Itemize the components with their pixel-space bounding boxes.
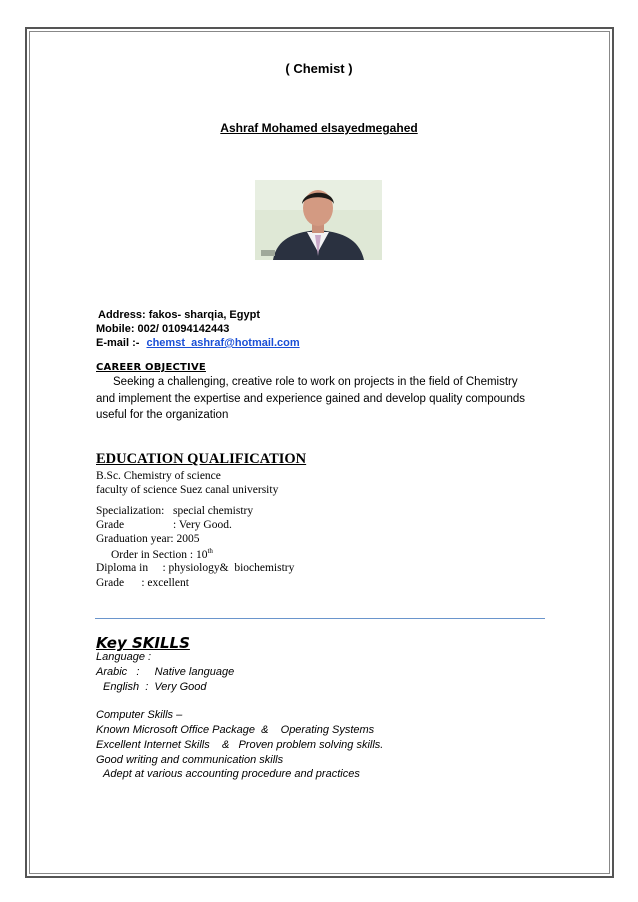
education-heading: EDUCATION QUALIFICATION: [96, 451, 307, 467]
skills-line: Known Microsoft Office Package & Operating Systems: [96, 724, 375, 736]
address: Address: fakos- sharqia, Egypt: [98, 309, 260, 321]
email-row: [96, 337, 300, 349]
mobile: Mobile: 002/ 01094142443: [96, 323, 230, 335]
job-title: ( Chemist ): [285, 61, 353, 76]
education-line: Specialization: special chemistry: [96, 505, 254, 517]
candidate-name: Ashraf Mohamed elsayedmegahed: [220, 121, 418, 135]
education-line: Diploma in : physiology& biochemistry: [96, 562, 295, 574]
education-order-line: [111, 547, 213, 561]
skills-line: Arabic : Native language: [96, 666, 235, 678]
order-text: Order in Section : 10: [111, 548, 208, 561]
education-line: faculty of science Suez canal university: [96, 484, 279, 496]
education-line: Graduation year: 2005: [96, 533, 200, 545]
skills-line: Language :: [96, 651, 152, 663]
skills-line: Adept at various accounting procedure and practices: [103, 768, 360, 780]
order-sup: th: [207, 547, 213, 555]
skills-line: English : Very Good: [103, 681, 207, 693]
email-link[interactable]: chemst_ashraf@hotmail.com: [146, 337, 300, 349]
profile-photo-portrait: [255, 180, 382, 260]
objective-line-3: useful for the organization: [96, 409, 229, 421]
profile-photo: [255, 180, 382, 260]
career-objective-heading: CAREER OBJECTIVE: [96, 362, 206, 373]
skills-line: Computer Skills –: [96, 709, 183, 721]
education-line: Grade : Very Good.: [96, 519, 232, 531]
objective-line-1: Seeking a challenging, creative role to work on projects in the field of Chemistry: [113, 376, 518, 388]
education-line: Grade : excellent: [96, 577, 189, 589]
section-divider: [95, 618, 545, 619]
education-line: B.Sc. Chemistry of science: [96, 470, 221, 482]
skills-line: Good writing and communication skills: [96, 754, 284, 766]
skills-line: Excellent Internet Skills & Proven problem solving skills.: [96, 739, 384, 751]
email-label: E-mail :-: [96, 337, 140, 349]
key-skills-heading: Key SKILLS: [96, 634, 190, 652]
objective-line-2: and implement the expertise and experience gained and develop quality compounds: [96, 393, 525, 405]
